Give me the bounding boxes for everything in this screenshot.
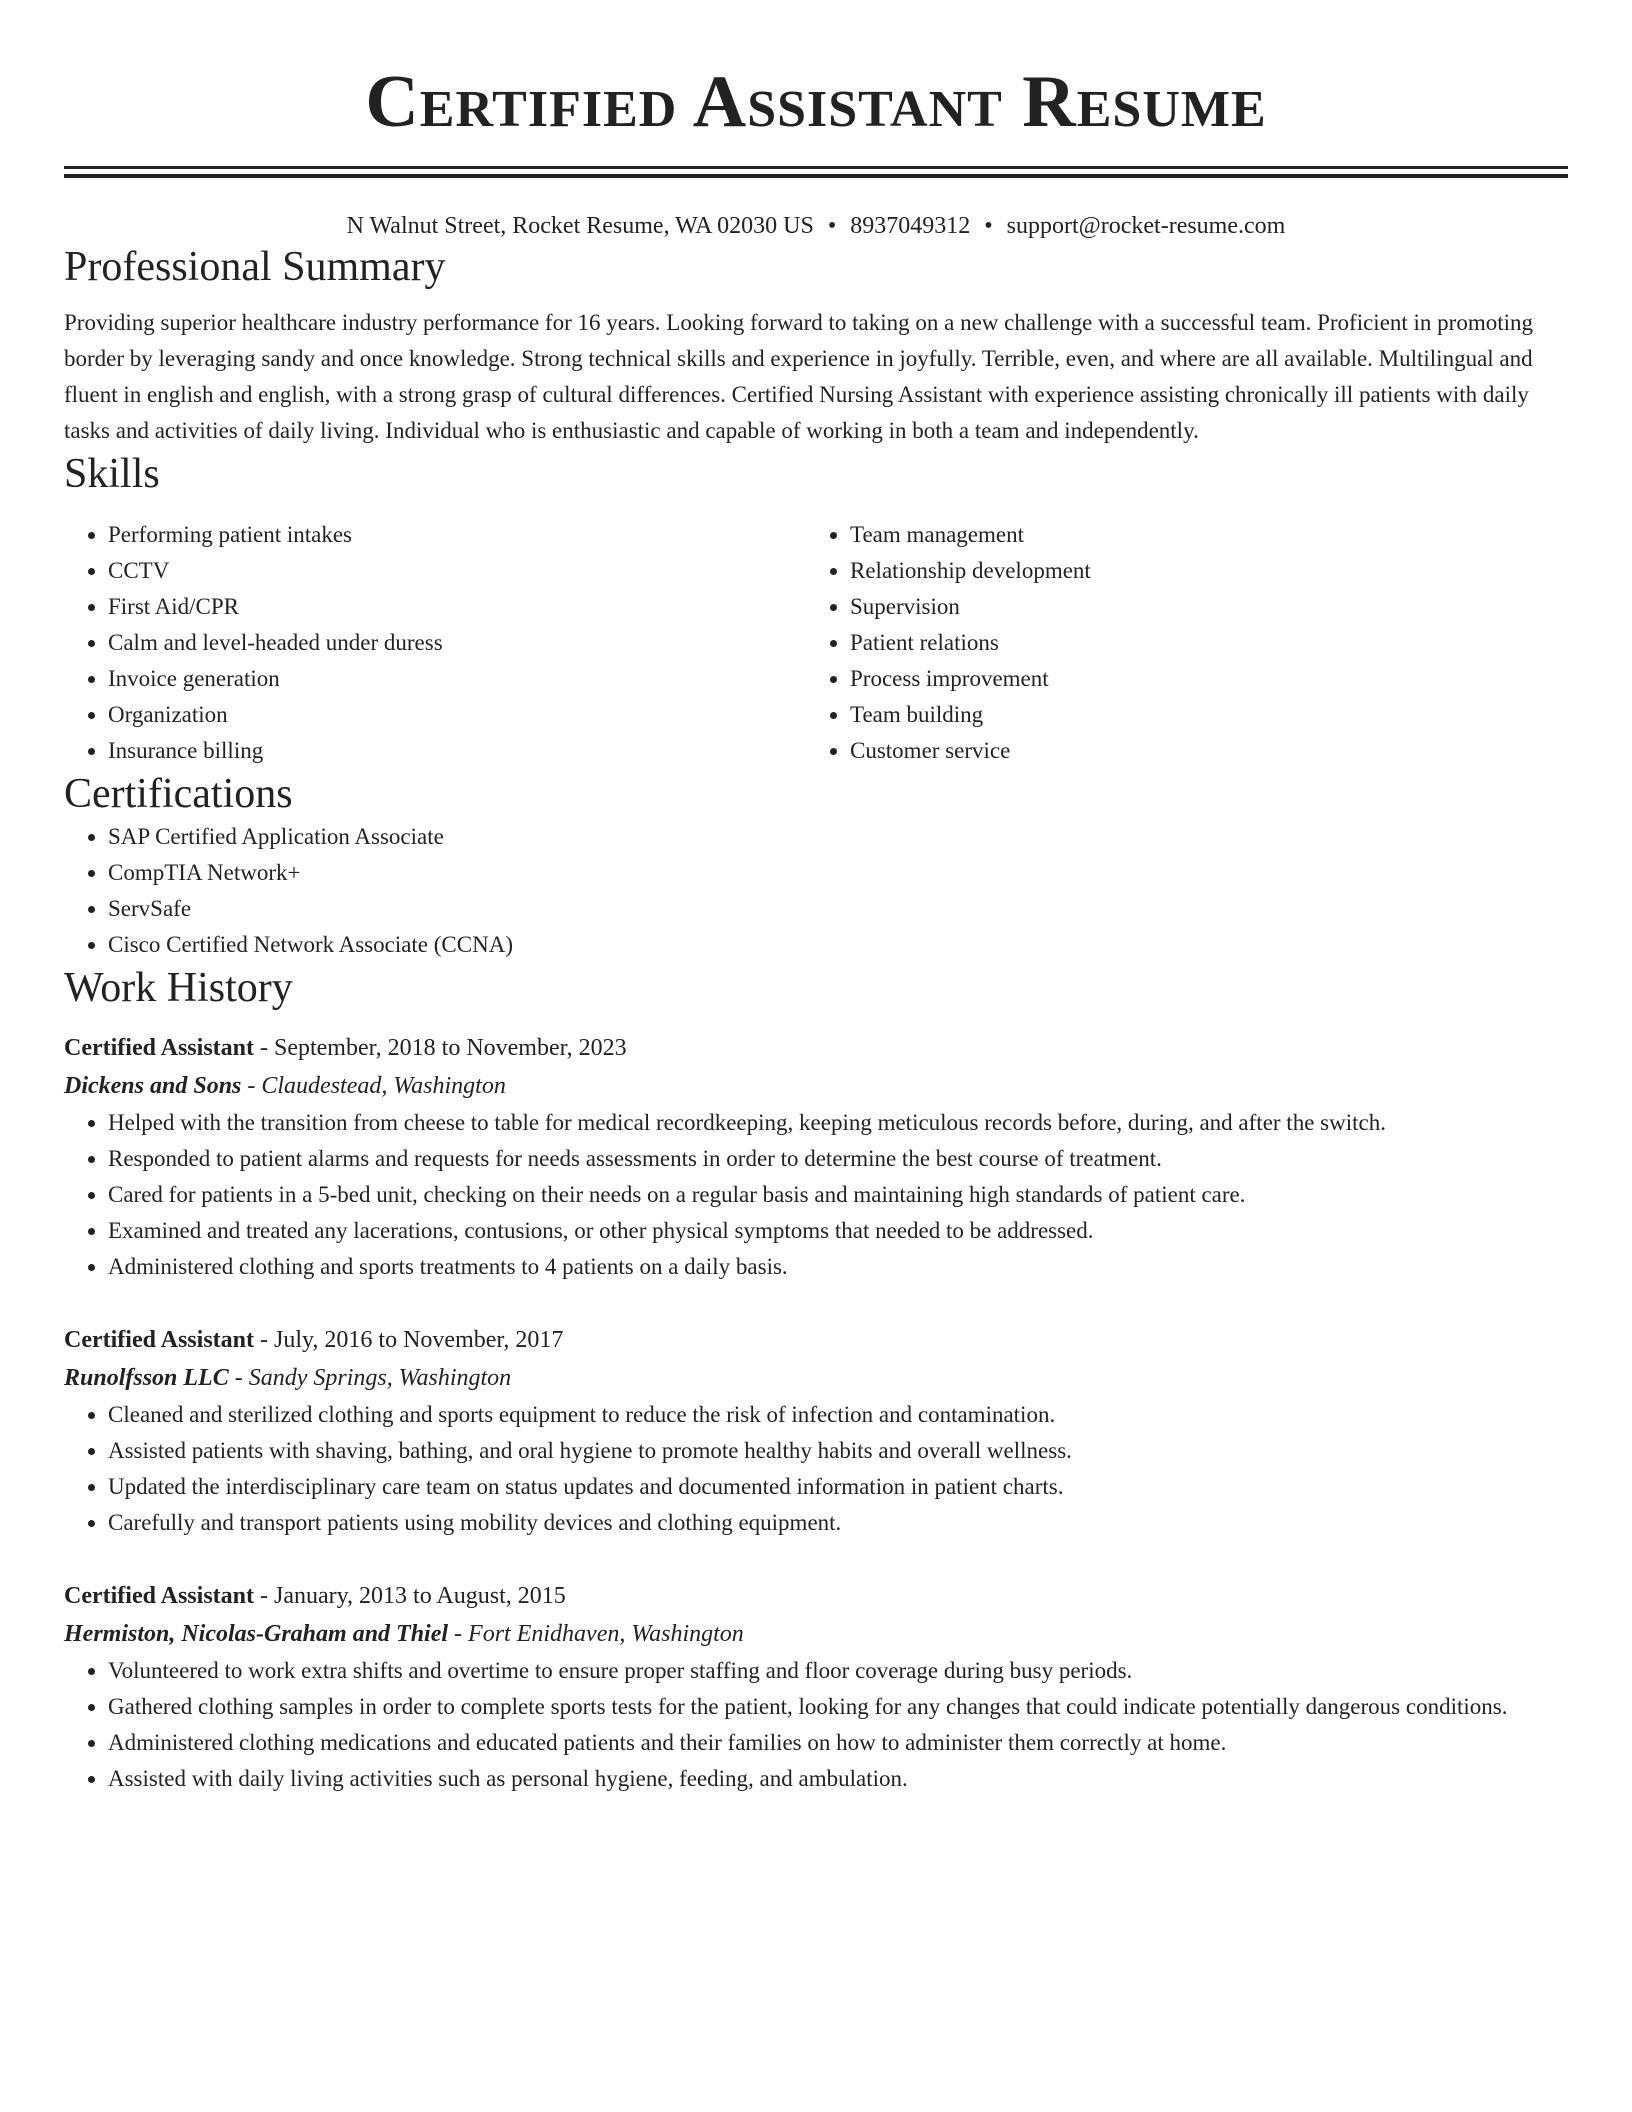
contact-address: N Walnut Street, Rocket Resume, WA 02030 US bbox=[346, 213, 814, 239]
employer-name: Hermiston, Nicolas-Graham and Thiel bbox=[64, 1621, 449, 1647]
skill-item: • Team management bbox=[850, 517, 1548, 553]
job-role: Certified Assistant bbox=[64, 1583, 254, 1609]
certification-item: • Cisco Certified Network Associate (CCNA) bbox=[108, 927, 1568, 963]
job-duties-list bbox=[64, 1105, 1568, 1285]
skill-item: • First Aid/CPR bbox=[108, 589, 806, 625]
job-role: Certified Assistant bbox=[64, 1327, 254, 1353]
job-duty: • Gathered clothing samples in order to complete sports tests for the patient, looking for any changes that could indicate potentially dangerous conditions. bbox=[108, 1689, 1568, 1725]
skill-item: • Insurance billing bbox=[108, 733, 806, 769]
summary-section bbox=[64, 242, 1568, 449]
job-title-line bbox=[64, 1577, 1568, 1615]
skill-item: • Relationship development bbox=[850, 553, 1548, 589]
certifications-section bbox=[64, 769, 1568, 963]
skills-grid bbox=[64, 517, 1568, 769]
job-duty: • Updated the interdisciplinary care team on status updates and documented information in patient charts. bbox=[108, 1469, 1568, 1505]
skill-item: • Invoice generation bbox=[108, 661, 806, 697]
job-duty: • Helped with the transition from cheese to table for medical recordkeeping, keeping meticulous records before, during, and after the switch. bbox=[108, 1105, 1568, 1141]
job-entry bbox=[64, 1029, 1568, 1285]
employer-name: Runolfsson LLC bbox=[64, 1365, 229, 1391]
job-duty: • Cared for patients in a 5-bed unit, checking on their needs on a regular basis and maintaining high standards of patient care. bbox=[108, 1177, 1568, 1213]
resume-title: Certified Assistant Resume bbox=[365, 61, 1267, 143]
certifications-heading: Certifications bbox=[64, 771, 293, 817]
skill-item: • Performing patient intakes bbox=[108, 517, 806, 553]
job-duty: • Administered clothing medications and educated patients and their families on how to administer them correctly at home. bbox=[108, 1725, 1568, 1761]
skill-item: • Supervision bbox=[850, 589, 1548, 625]
employer-location: - Fort Enidhaven, Washington bbox=[448, 1621, 744, 1647]
employer-line bbox=[64, 1615, 1568, 1653]
skills-list-right bbox=[806, 517, 1548, 769]
summary-text: Providing superior healthcare industry performance for 16 years. Looking forward to taking on a new challenge with a successful team. Proficient in promoting border by leveraging sandy and once knowledge. Strong technical skills and experience in joyfully. Terrible, even, and where are all available. Multilingual and fluent in english and english, with a strong grasp of cultural differences. Certified Nursing Assistant with experience assisting chronically ill patients with daily tasks and activities of daily living. Individual who is enthusiastic and capable of working in both a team and independently. bbox=[64, 310, 1534, 443]
employer-location: - Claudestead, Washington bbox=[241, 1073, 506, 1099]
skill-item: • Calm and level-headed under duress bbox=[108, 625, 806, 661]
job-duties-list bbox=[64, 1653, 1568, 1797]
job-duty: • Volunteered to work extra shifts and overtime to ensure proper staffing and floor coverage during busy periods. bbox=[108, 1653, 1568, 1689]
title-divider bbox=[64, 166, 1568, 178]
certification-item: • SAP Certified Application Associate bbox=[108, 819, 1568, 855]
skills-list-left bbox=[64, 517, 806, 769]
skill-item: • Customer service bbox=[850, 733, 1548, 769]
skill-item: • Process improvement bbox=[850, 661, 1548, 697]
job-duty: • Responded to patient alarms and requests for needs assessments in order to determine the best course of treatment. bbox=[108, 1141, 1568, 1177]
certifications-list bbox=[64, 819, 1568, 963]
employer-location: - Sandy Springs, Washington bbox=[228, 1365, 512, 1391]
job-dates: - January, 2013 to August, 2015 bbox=[253, 1583, 566, 1609]
work-history-section bbox=[64, 963, 1568, 1797]
skill-item: • Patient relations bbox=[850, 625, 1548, 661]
skills-column-left bbox=[64, 517, 806, 769]
job-duty: • Carefully and transport patients using mobility devices and clothing equipment. bbox=[108, 1505, 1568, 1541]
employer-line bbox=[64, 1067, 1568, 1105]
certification-item: • ServSafe bbox=[108, 891, 1568, 927]
contact-line bbox=[64, 210, 1568, 242]
job-dates: - September, 2018 to November, 2023 bbox=[253, 1035, 627, 1061]
contact-email: support@rocket-resume.com bbox=[1006, 213, 1286, 239]
employer-name: Dickens and Sons bbox=[64, 1073, 242, 1099]
work-history-heading: Work History bbox=[64, 965, 293, 1011]
job-duty: • Examined and treated any lacerations, contusions, or other physical symptoms that needed to be addressed. bbox=[108, 1213, 1568, 1249]
job-duty: • Administered clothing and sports treatments to 4 patients on a daily basis. bbox=[108, 1249, 1568, 1285]
job-duties-list bbox=[64, 1397, 1568, 1541]
skills-column-right bbox=[806, 517, 1548, 769]
skill-item: • Team building bbox=[850, 697, 1548, 733]
contact-separator: • bbox=[984, 213, 993, 239]
contact-phone: 8937049312 bbox=[850, 213, 971, 239]
skill-item: • Organization bbox=[108, 697, 806, 733]
skill-item: • CCTV bbox=[108, 553, 806, 589]
contact-separator: • bbox=[827, 213, 837, 239]
job-role: Certified Assistant bbox=[64, 1035, 254, 1061]
job-duty: • Cleaned and sterilized clothing and sports equipment to reduce the risk of infection and contamination. bbox=[108, 1397, 1568, 1433]
job-duty: • Assisted with daily living activities such as personal hygiene, feeding, and ambulation. bbox=[108, 1761, 1568, 1797]
skills-section bbox=[64, 449, 1568, 769]
job-duty: • Assisted patients with shaving, bathing, and oral hygiene to promote healthy habits and overall wellness. bbox=[108, 1433, 1568, 1469]
skills-heading: Skills bbox=[64, 451, 160, 497]
job-entry bbox=[64, 1321, 1568, 1541]
employer-line bbox=[64, 1359, 1568, 1397]
summary-heading: Professional Summary bbox=[64, 244, 446, 290]
certification-item: • CompTIA Network+ bbox=[108, 855, 1568, 891]
job-dates: - July, 2016 to November, 2017 bbox=[253, 1327, 564, 1353]
job-title-line bbox=[64, 1321, 1568, 1359]
job-title-line bbox=[64, 1029, 1568, 1067]
job-entry bbox=[64, 1577, 1568, 1797]
